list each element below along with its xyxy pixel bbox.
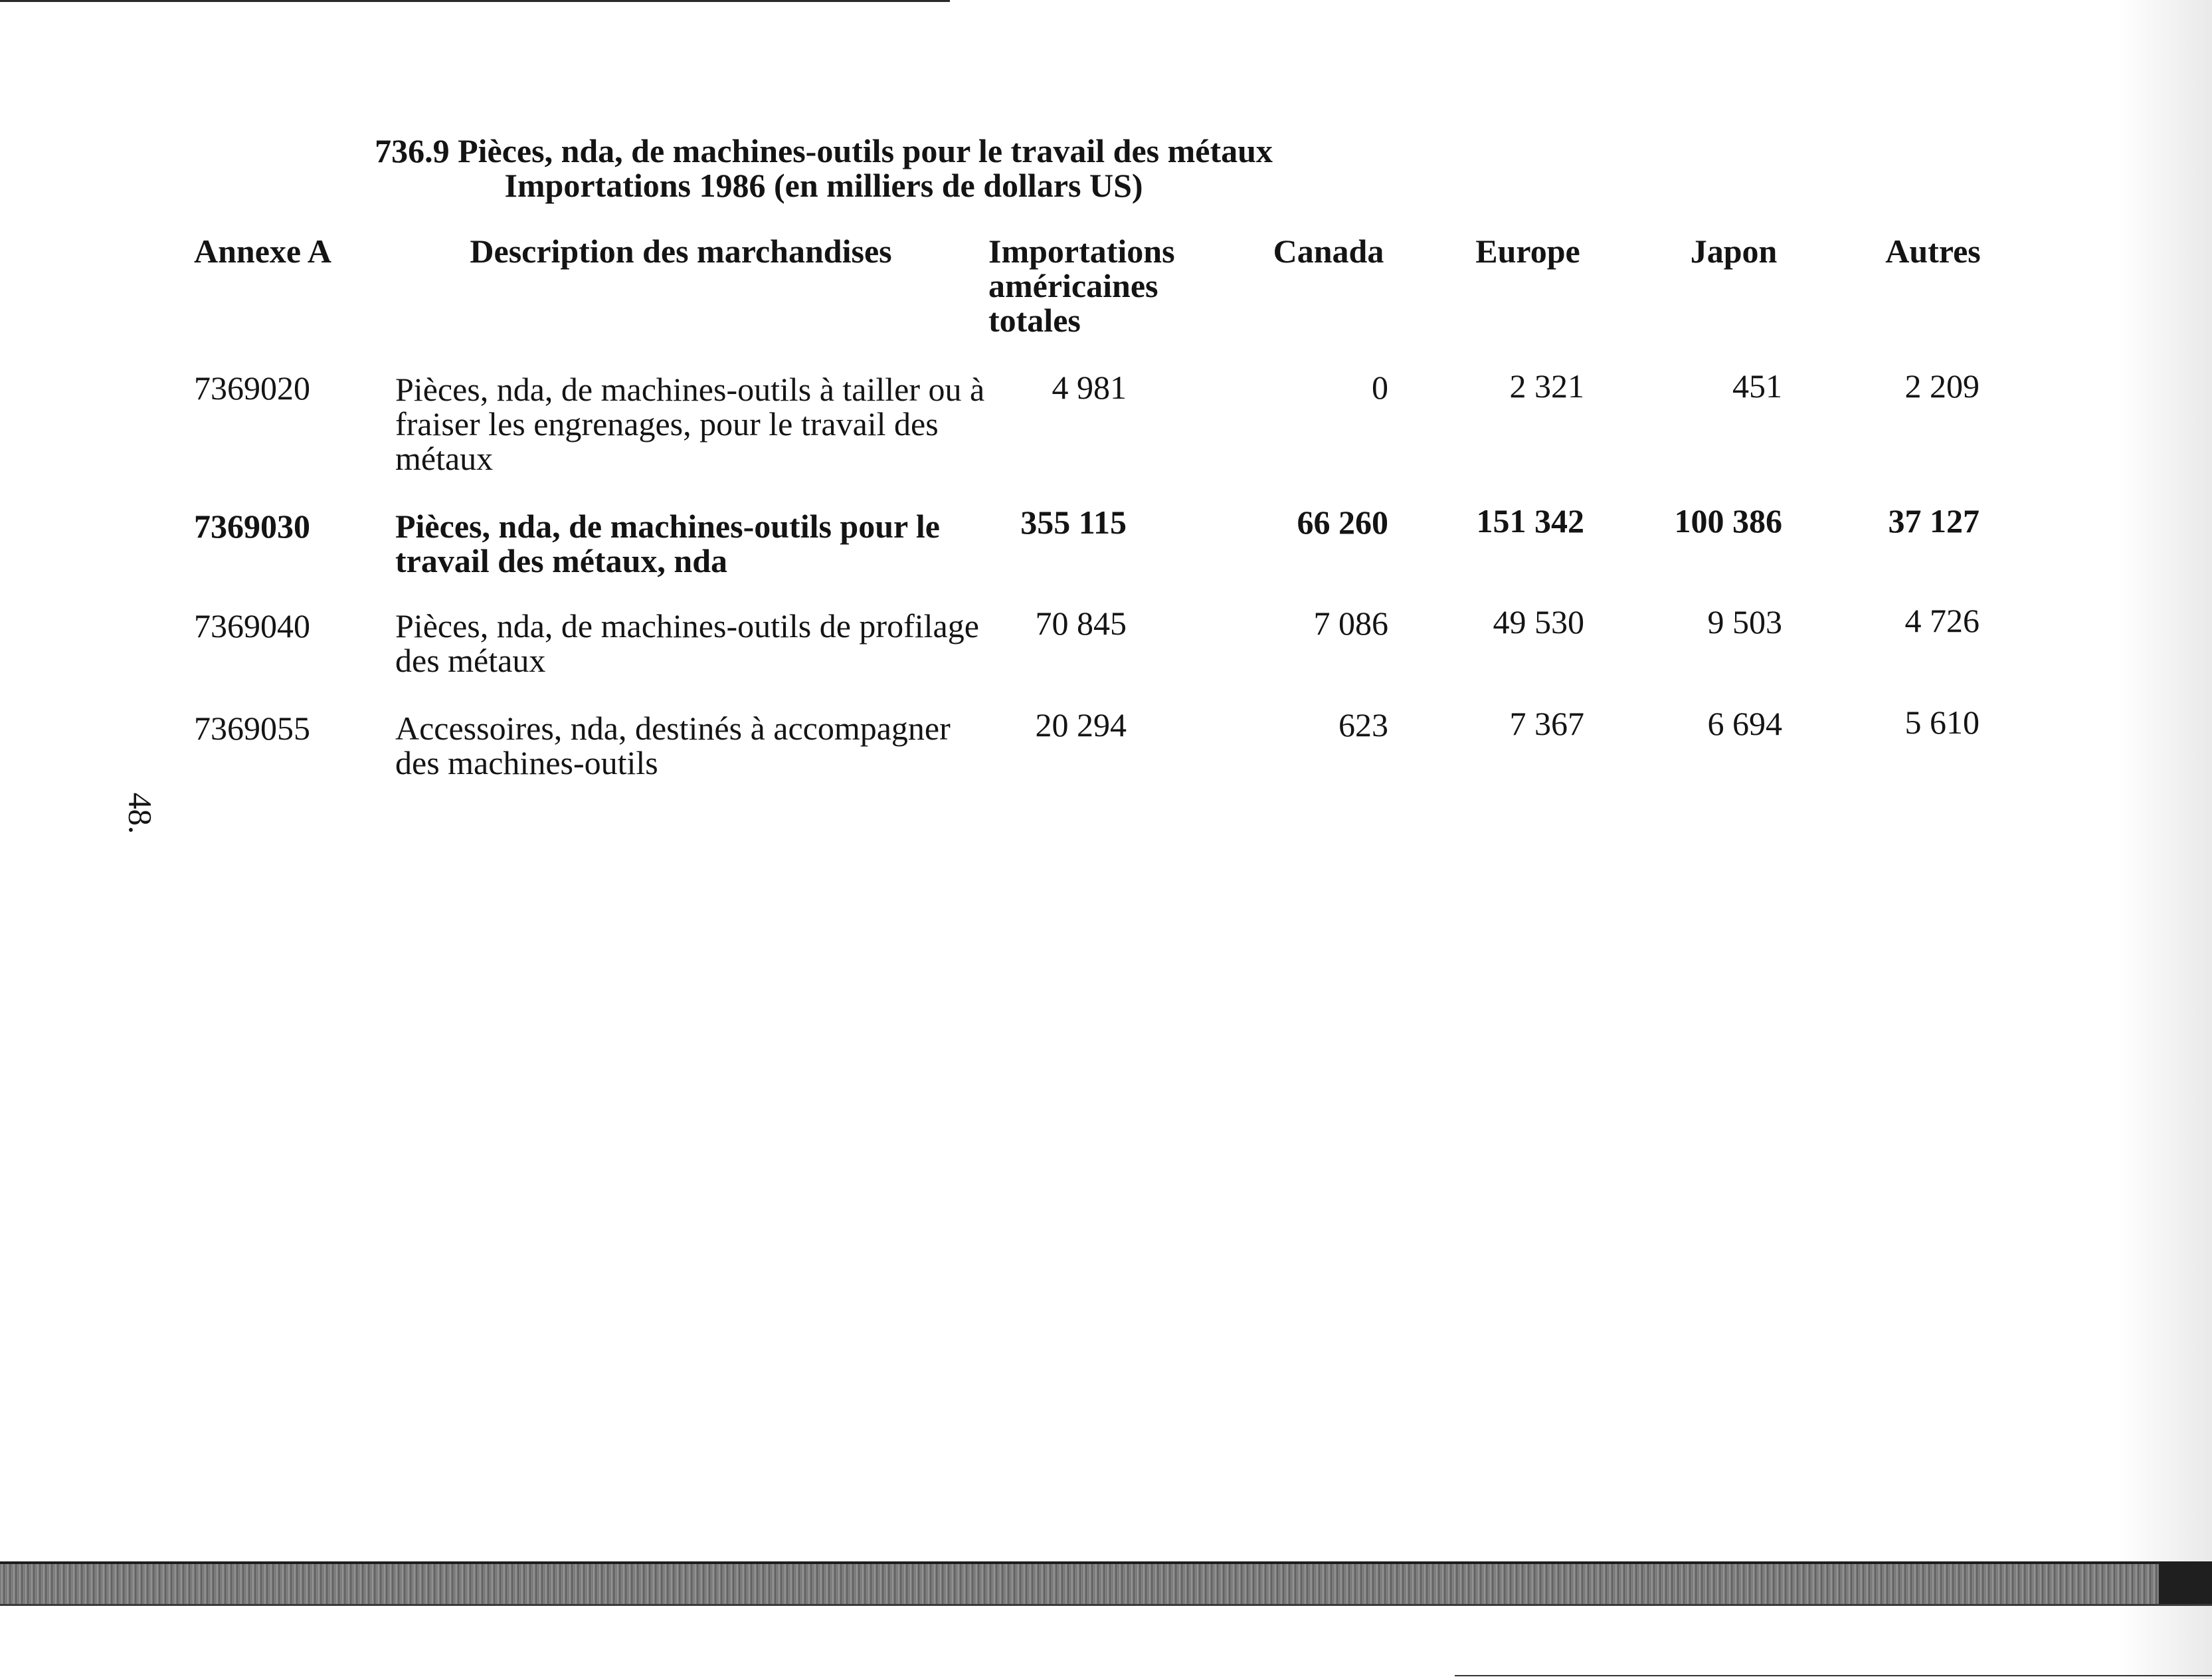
row-description-line: Pièces, nda, de machines-outils de profilage xyxy=(395,607,979,644)
row-description-line: des métaux xyxy=(395,642,546,679)
header-annex: Annexe A xyxy=(194,233,331,270)
header-total-line: américaines xyxy=(988,267,1158,304)
row-autres: 37 127 xyxy=(1888,502,1980,540)
row-total: 70 845 xyxy=(1035,605,1127,642)
page-number: 48. xyxy=(122,792,159,835)
row-total: 355 115 xyxy=(1020,504,1127,541)
row-autres: 5 610 xyxy=(1904,704,1980,741)
row-code: 7369020 xyxy=(194,369,310,407)
row-description-line: Pièces, nda, de machines-outils à tailler ou à xyxy=(395,371,985,408)
row-japon: 100 386 xyxy=(1674,502,1782,540)
row-code: 7369040 xyxy=(194,607,310,644)
row-description-line: des machines-outils xyxy=(395,744,658,781)
row-description xyxy=(395,711,993,780)
row-europe: 2 321 xyxy=(1509,367,1584,405)
row-autres: 2 209 xyxy=(1904,367,1980,405)
row-japon: 6 694 xyxy=(1707,705,1782,742)
row-canada: 66 260 xyxy=(1297,504,1388,541)
binding-gutter xyxy=(0,1561,2212,1606)
table-subtitle: Importations 1986 (en milliers de dollars US) xyxy=(504,167,1143,204)
scan-edge-top xyxy=(0,0,950,2)
scan-shadow-right xyxy=(2119,0,2212,1679)
page-edge-line xyxy=(1455,1675,2212,1676)
row-total: 4 981 xyxy=(1052,369,1127,406)
header-europe: Europe xyxy=(1475,233,1580,270)
row-canada: 0 xyxy=(1372,369,1388,406)
row-total: 20 294 xyxy=(1035,706,1127,743)
row-description xyxy=(395,372,993,476)
header-japon: Japon xyxy=(1690,233,1778,270)
row-europe: 49 530 xyxy=(1493,603,1584,641)
header-total xyxy=(988,234,1201,338)
header-autres: Autres xyxy=(1885,233,1981,270)
row-description xyxy=(395,509,993,578)
row-code: 7369030 xyxy=(194,508,310,545)
row-code: 7369055 xyxy=(194,710,310,747)
row-description-line: métaux xyxy=(395,440,494,477)
row-canada: 7 086 xyxy=(1313,605,1388,642)
row-description-line: Accessoires, nda, destinés à accompagner xyxy=(395,710,951,747)
row-description xyxy=(395,609,993,678)
row-description-line: Pièces, nda, de machines-outils pour le xyxy=(395,508,940,545)
table-title: 736.9 Pièces, nda, de machines-outils pour le travail des métaux xyxy=(375,132,1273,169)
row-japon: 9 503 xyxy=(1707,603,1782,641)
row-canada: 623 xyxy=(1338,706,1388,743)
header-description: Description des marchandises xyxy=(470,233,892,270)
row-japon: 451 xyxy=(1732,367,1782,405)
row-autres: 4 726 xyxy=(1904,602,1980,639)
row-europe: 7 367 xyxy=(1509,705,1584,742)
row-europe: 151 342 xyxy=(1476,502,1584,540)
row-description-line: fraiser les engrenages, pour le travail des xyxy=(395,405,939,443)
row-description-line: travail des métaux, nda xyxy=(395,542,727,579)
header-total-line: totales xyxy=(988,302,1081,339)
header-total-line: Importations xyxy=(988,233,1175,270)
header-canada: Canada xyxy=(1273,233,1384,270)
